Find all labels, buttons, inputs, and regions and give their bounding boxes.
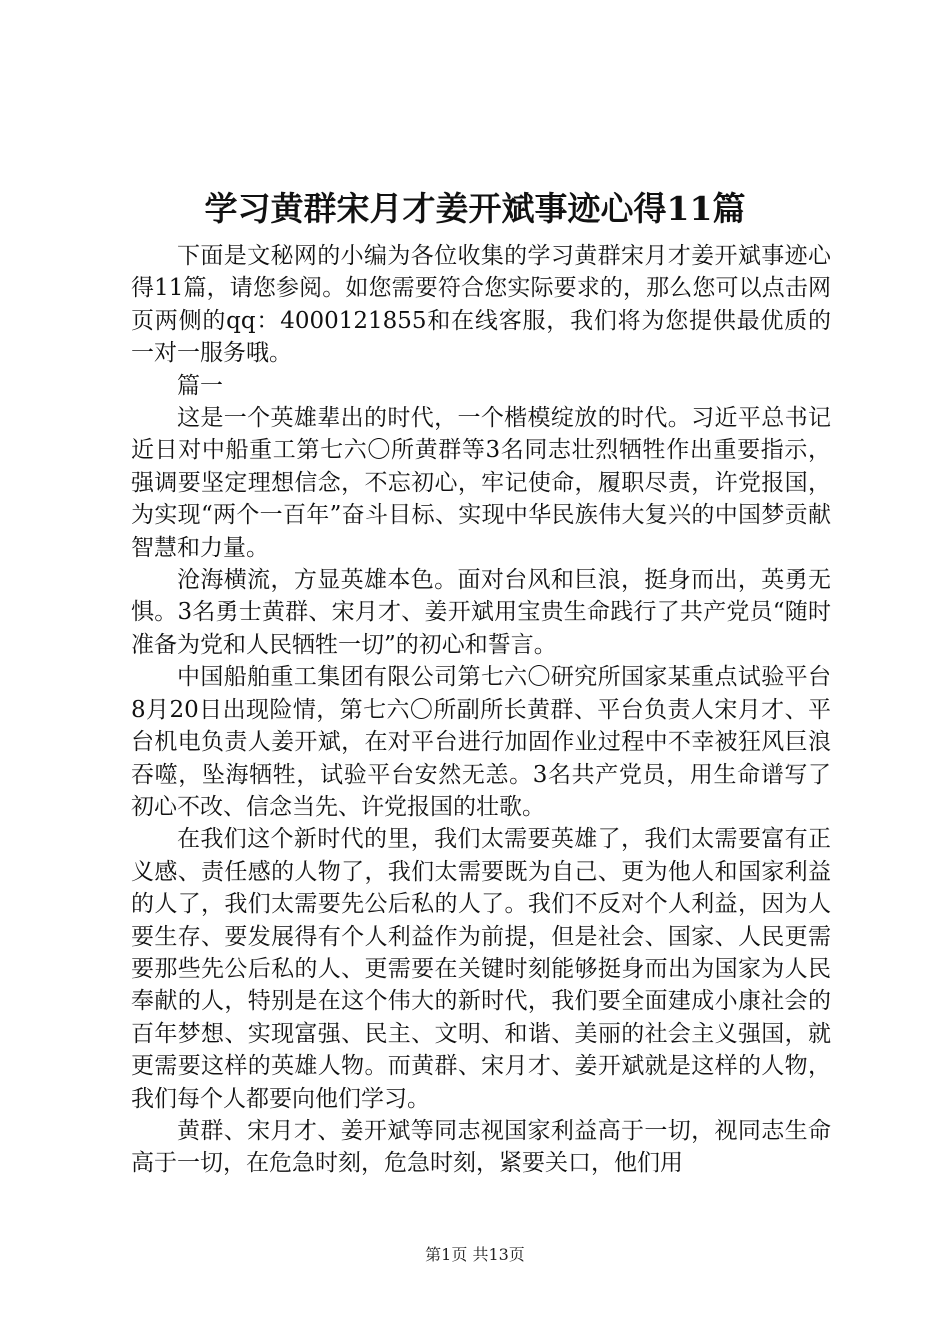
paragraph: 黄群、宋月才、姜开斌等同志视国家利益高于一切，视同志生命高于一切，在危急时刻，危急时刻，紧要关口，他们用 [131,1117,831,1177]
document-body [131,240,831,1180]
paragraph: 这是一个英雄辈出的时代，一个楷模绽放的时代。习近平总书记近日对中船重工第七六〇所黄群等3名同志壮烈牺牲作出重要指示，强调要坚定理想信念，不忘初心，牢记使命，履职尽责，许党报国，为实现“两个一百年”奋斗目标、实现中华民族伟大复兴的中国梦贡献智慧和力量。 [131,405,831,561]
paragraph-section-heading: 篇一 [177,372,223,399]
page-footer: 第1页 共13页 [425,1245,525,1264]
paragraph: 中国船舶重工集团有限公司第七六〇研究所国家某重点试验平台8月20日出现险情，第七六〇所副所长黄群、平台负责人宋月才、平台机电负责人姜开斌，在对平台进行加固作业过程中不幸被狂风巨浪吞噬，坠海牺牲，试验平台安然无恙。3名共产党员，用生命谱写了初心不改、信念当先、许党报国的壮歌。 [131,664,831,820]
document-title: 学习黄群宋月才姜开斌事迹心得11篇 [204,189,746,228]
paragraph-intro: 下面是文秘网的小编为各位收集的学习黄群宋月才姜开斌事迹心得11篇，请您参阅。如您需要符合您实际要求的，那么您可以点击网页两侧的qq：4000121855和在线客服，我们将为您提供最优质的一对一服务哦。 [131,243,831,367]
paragraph: 沧海横流，方显英雄本色。面对台风和巨浪，挺身而出，英勇无惧。3名勇士黄群、宋月才、姜开斌用宝贵生命践行了共产党员“随时准备为党和人民牺牲一切”的初心和誓言。 [131,567,831,658]
paragraph: 在我们这个新时代的里，我们太需要英雄了，我们太需要富有正义感、责任感的人物了，我们太需要既为自己、更为他人和国家利益的人了，我们太需要先公后私的人了。我们不反对个人利益，因为人要生存、要发展得有个人利益作为前提，但是社会、国家、人民更需要那些先公后私的人、更需要在关键时刻能够挺身而出为国家为人民奉献的人，特别是在这个伟大的新时代，我们要全面建成小康社会的百年梦想、实现富强、民主、文明、和谐、美丽的社会主义强国，就更需要这样的英雄人物。而黄群、宋月才、姜开斌就是这样的人物，我们每个人都要向他们学习。 [131,826,831,1112]
